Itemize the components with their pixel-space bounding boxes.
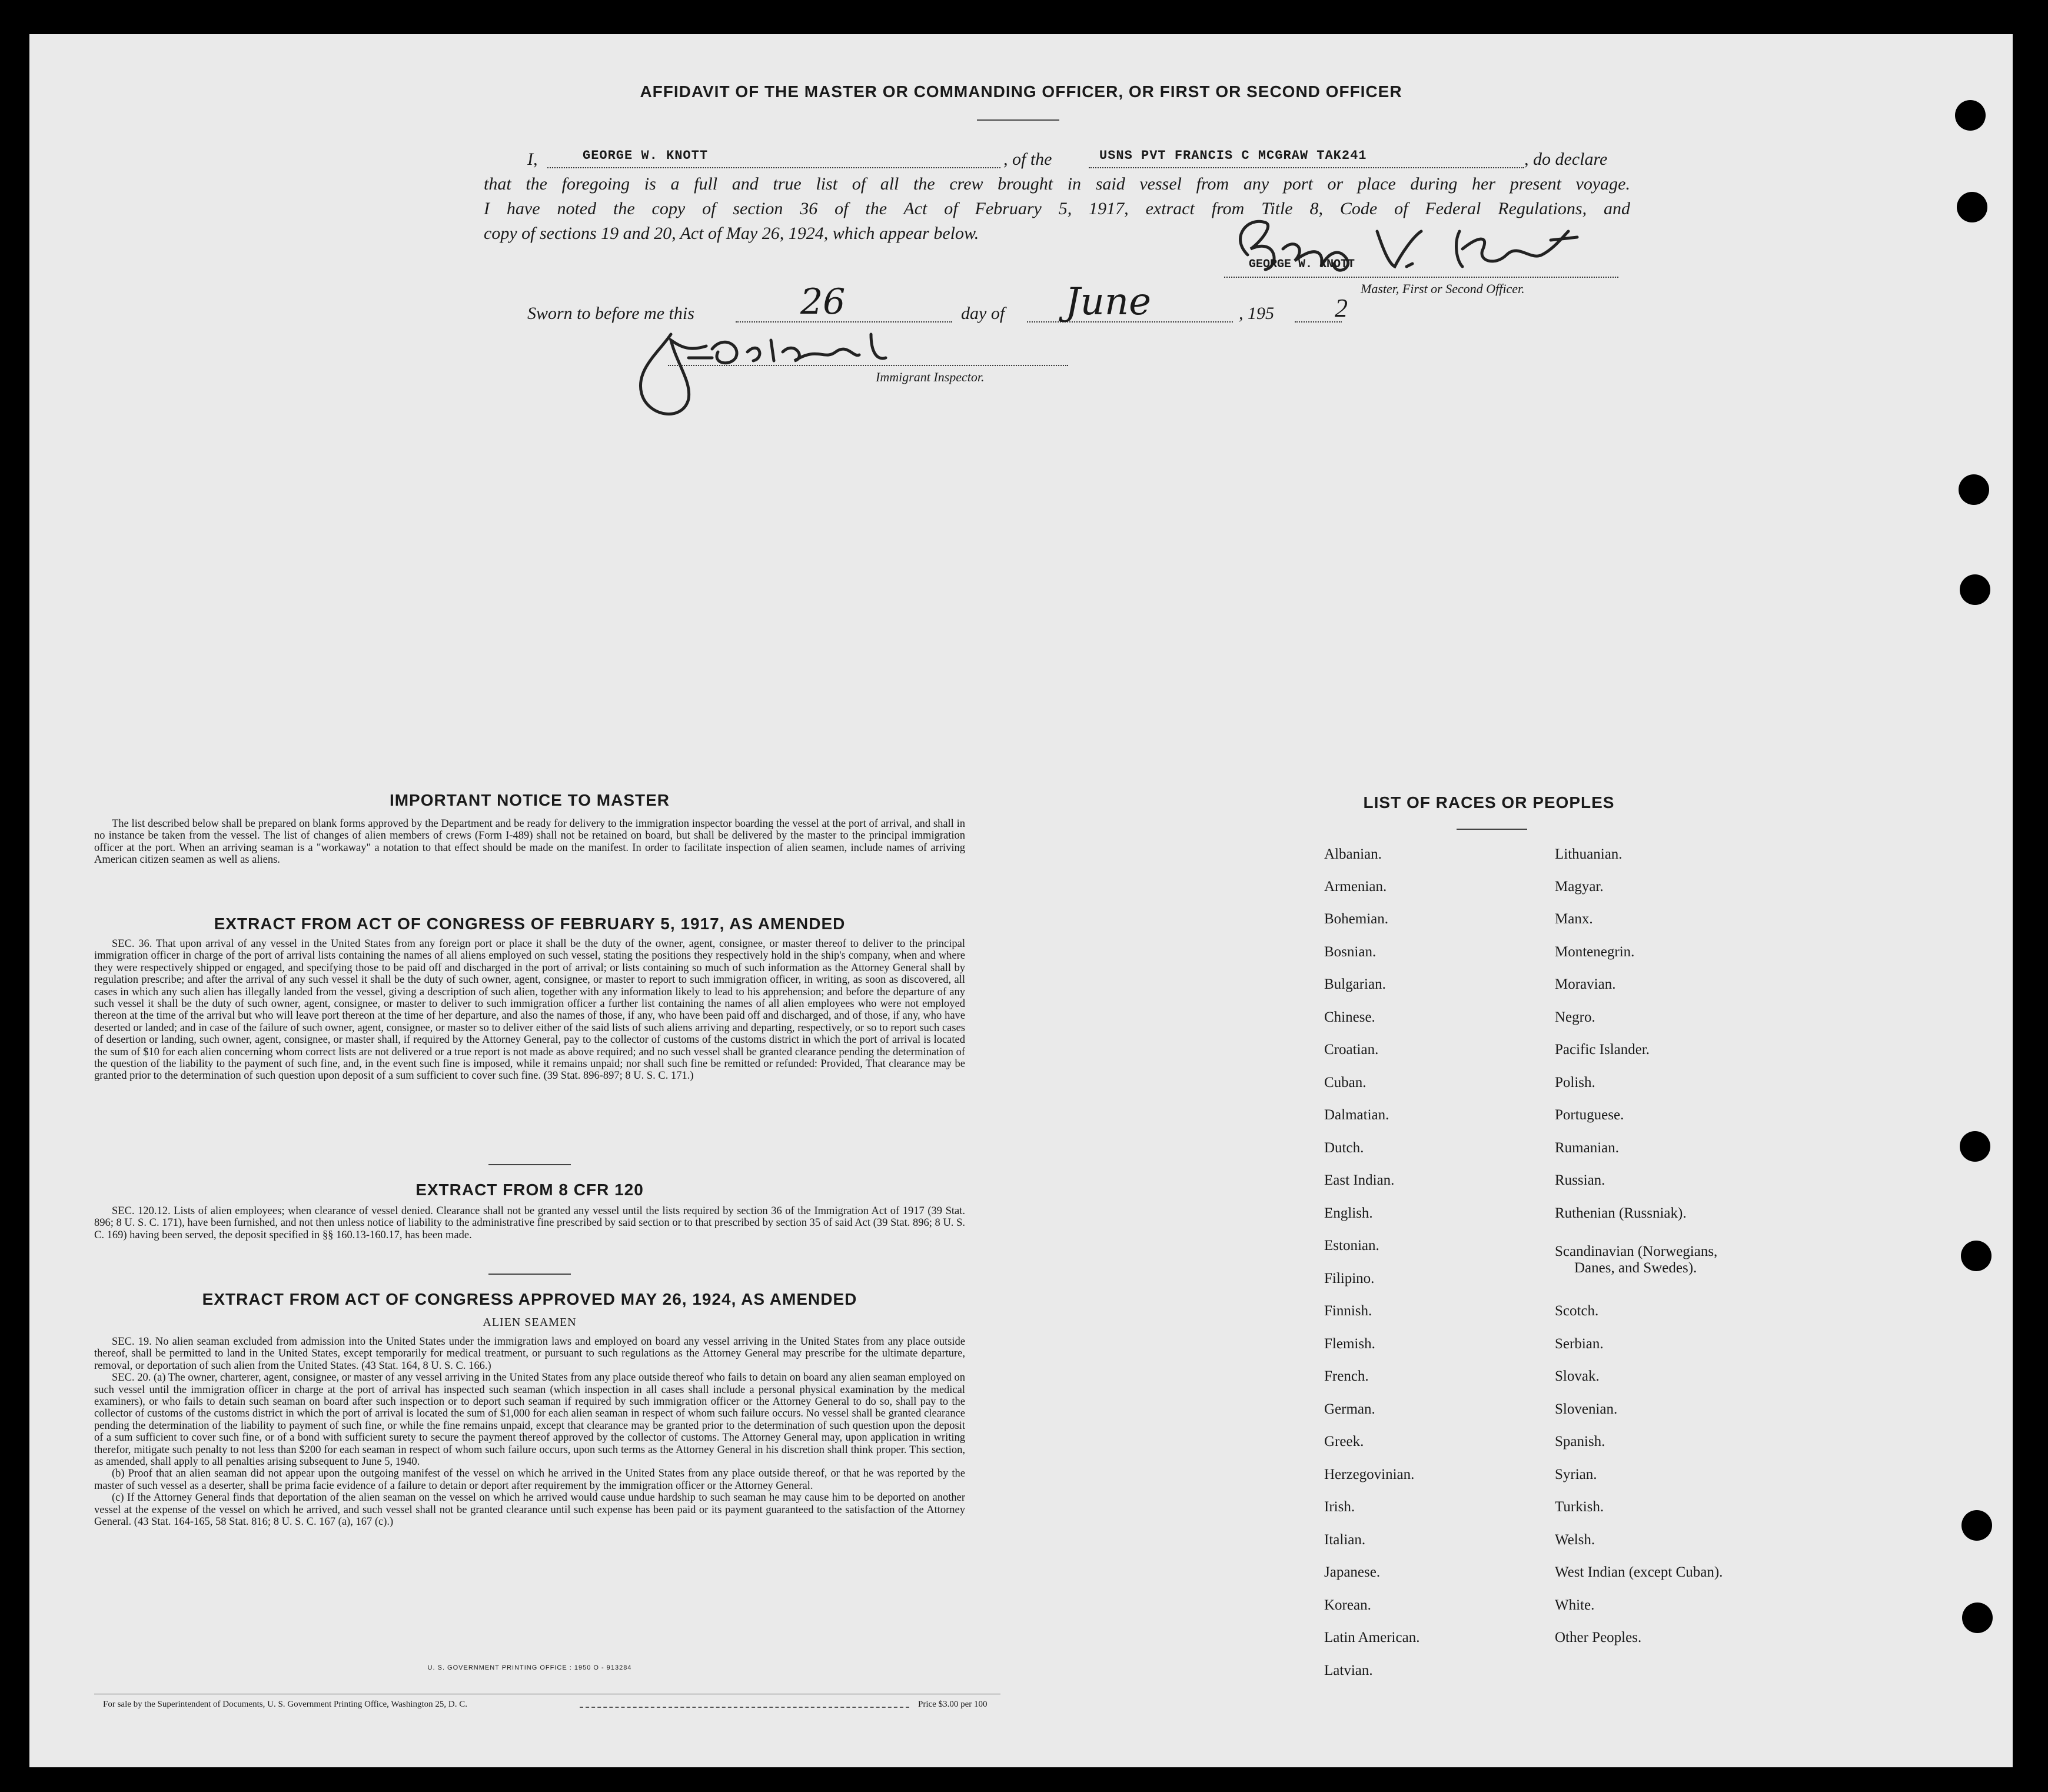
race-item: Herzegovinian. <box>1324 1467 1415 1482</box>
year-suffix: 2 <box>1335 294 1348 323</box>
master-label: Master, First or Second Officer. <box>1361 281 1525 296</box>
race-item: Spanish. <box>1555 1434 1605 1449</box>
master-typed-name: GEORGE W. KNOTT <box>1249 258 1355 271</box>
extract-1917-body: SEC. 36. That upon arrival of any vessel in the United States from any foreign port or place it shall be the duty of the owner, agent, consignee, or master thereof to deliver to the principal immigration officer in charge of the port of arrival lists containing the names of all aliens employed on such vessel, stating the positions they respectively hold in the ship's company, when and where they were respectively shipped or engaged, and specifying those to be paid off and discharged in the port of arrival; or lists containing so much of such information as the Attorney General shall by regulation prescribe; and after the arrival of any such vessel it shall be the duty of such owner, agent, consignee, or master to report to such immigration officer, in writing, as soon as discovered, all cases in which any such alien has illegally landed from the vessel, giving a description of such alien, together with any information likely to lead to his apprehension; and before the departure of any such vessel it shall be the duty of such owner, agent, consignee, or master to deliver to such immigration officer a further list containing the names of all alien employees who were not employed thereon at the time of the arrival but who will leave port thereon at the time of her departure, and also the names of those, if any, who have been paid off and discharged, and of those, if any, who have deserted or landed; and in case of the failure of such owner, agent, consignee, or master so to deliver either of the said lists of such aliens arriving and departing, respectively, or so to report such cases of desertion or landing, such owner, agent, consignee, or master shall, if required by the Attorney General, pay to the collector of customs of the customs district in which the port of arrival is located the sum of $10 for each alien concerning whom correct lists are not delivered or a true report is not made as above required; and no such vessel shall be granted clearance pending the determination of the question of the liability to the payment of such fine, and, in the event such fine is imposed, while it remains unpaid; nor shall such fine be remitted or refunded: Provided, That clearance may be granted prior to the determination of such question upon deposit of a sum sufficient to cover such fine. (39 Stat. 896-897; 8 U. S. C. 171.) <box>94 938 965 1082</box>
declaration-line: that the foregoing is a full and true list of all the crew brought in said vessel from any port or place during her present voyage. <box>484 174 1630 194</box>
punch-hole <box>1960 574 1990 605</box>
year-line <box>1295 321 1342 323</box>
race-item: Slovenian. <box>1555 1401 1618 1417</box>
section-divider <box>488 1274 571 1275</box>
inspector-signature-line <box>668 365 1068 366</box>
race-item: Syrian. <box>1555 1467 1597 1482</box>
race-item: Dalmatian. <box>1324 1107 1389 1123</box>
notice-title: IMPORTANT NOTICE TO MASTER <box>389 791 670 809</box>
race-item: White. <box>1555 1597 1595 1613</box>
race-item: French. <box>1324 1368 1369 1384</box>
race-item: Irish. <box>1324 1499 1355 1515</box>
punch-hole <box>1960 1131 1990 1162</box>
race-item: Armenian. <box>1324 879 1387 895</box>
race-item: Croatian. <box>1324 1042 1379 1058</box>
race-item: Latvian. <box>1324 1663 1373 1678</box>
declaration-line: copy of sections 19 and 20, Act of May 26, 1924, which appear below. <box>484 224 979 243</box>
do-declare-label: , do declare <box>1524 149 1608 169</box>
inspector-label: Immigrant Inspector. <box>876 370 985 384</box>
punch-hole <box>1961 1241 1992 1271</box>
race-item: West Indian (except Cuban). <box>1555 1564 1723 1580</box>
day-of-label: day of <box>961 304 1005 323</box>
race-item: Chinese. <box>1324 1009 1375 1025</box>
race-item: Finnish. <box>1324 1303 1372 1319</box>
printing-office-line: U. S. GOVERNMENT PRINTING OFFICE : 1950 O - 913284 <box>427 1664 632 1671</box>
name-line <box>547 167 1000 168</box>
declarant-name: GEORGE W. KNOTT <box>583 148 709 163</box>
race-item: Welsh. <box>1555 1532 1595 1548</box>
race-item: English. <box>1324 1205 1373 1221</box>
race-item: Japanese. <box>1324 1564 1381 1580</box>
sworn-label: Sworn to before me this <box>527 304 694 323</box>
master-signature-line <box>1224 277 1618 278</box>
race-item: Scotch. <box>1555 1303 1599 1319</box>
races-divider <box>1457 829 1527 830</box>
extract-1924-body <box>94 1336 965 1528</box>
extract-paragraph: SEC. 20. (a) The owner, charterer, agent, consignee, or master of any vessel arriving in the United States from any place outside thereof who fails to detain on board any alien seaman employed on such vessel until the immigration officer in charge at the port of arrival has inspected such seaman (which inspection in all cases shall include a personal physical examination by the medical examiners), or who fails to detain such seaman on board after such inspection or to deport such seaman if required by such immigration officer or the Attorney General to do so, shall pay to the collector of customs of the customs district in which the port of arrival is located the sum of $1,000 for each alien seaman in respect of whom such failure occurs. No vessel shall be granted clearance pending the determination of the liability to payment of such fine, or while the fine remains unpaid, except that clearance may be granted prior to the determination of such question upon the deposit of a sum sufficient to cover such fine, or of a bond with sufficient surety to secure the payment thereof approved by the collector of customs. The Attorney General may, upon application in writing therefor, mitigate such penalty to not less than $200 for each seaman in respect of whom such failure occurs, upon such terms as the Attorney General in his discretion shall think proper. This section, as amended, shall apply to all penalties arising subsequent to June 5, 1940. <box>94 1372 965 1468</box>
race-item: Danes, and Swedes). <box>1574 1260 1697 1276</box>
footer-left: For sale by the Superintendent of Documents, U. S. Government Printing Office, Washington 25, D. C. <box>103 1700 467 1709</box>
race-item: Manx. <box>1555 911 1593 927</box>
race-item: Serbian. <box>1555 1336 1604 1352</box>
race-item: Greek. <box>1324 1434 1364 1449</box>
race-item: Albanian. <box>1324 846 1382 862</box>
year-prefix: , 195 <box>1239 304 1274 323</box>
race-item: Scandinavian (Norwegians, <box>1555 1244 1718 1259</box>
sworn-day: 26 <box>800 281 846 323</box>
affidavit-title: AFFIDAVIT OF THE MASTER OR COMMANDING OFFICER, OR FIRST OR SECOND OFFICER <box>640 82 1402 101</box>
extract-1924-title: EXTRACT FROM ACT OF CONGRESS APPROVED MAY 26, 1924, AS AMENDED <box>202 1290 857 1308</box>
title-divider <box>977 119 1059 121</box>
punch-hole <box>1955 100 1986 131</box>
race-item: Portuguese. <box>1555 1107 1624 1123</box>
race-item: Pacific Islander. <box>1555 1042 1650 1058</box>
race-item: Polish. <box>1555 1075 1595 1091</box>
race-item: Estonian. <box>1324 1238 1379 1254</box>
race-item: Latin American. <box>1324 1630 1420 1645</box>
race-item: Bosnian. <box>1324 944 1377 960</box>
extract-cfr-body: SEC. 120.12. Lists of alien employees; when clearance of vessel denied. Clearance shall not be granted any vessel until the lists required by section 36 of the Immigration Act of 1917 (39 Stat. 896; 8 U. S. C. 171), have been furnished, and not then unless notice of liability to the administrative fine prescribed by said section or to that prescribed by section 35 of said Act (39 Stat. 896; 8 U. S. C. 169) having been served, the deposit specified in §§ 160.13-160.17, has been made. <box>94 1205 965 1241</box>
vessel-name: USNS PVT FRANCIS C MCGRAW TAK241 <box>1099 148 1367 163</box>
race-item: Moravian. <box>1555 976 1616 992</box>
race-item: Negro. <box>1555 1009 1595 1025</box>
of-the-label: , of the <box>1003 149 1052 169</box>
race-item: Cuban. <box>1324 1075 1367 1091</box>
race-item: Bulgarian. <box>1324 976 1386 992</box>
declaration-line: I have noted the copy of section 36 of the Act of February 5, 1917, extract from Title 8, Code of Federal Regulations, and <box>484 199 1630 218</box>
race-item: Flemish. <box>1324 1336 1375 1352</box>
race-item: Korean. <box>1324 1597 1371 1613</box>
section-divider <box>488 1164 571 1165</box>
extract-paragraph: SEC. 19. No alien seaman excluded from admission into the United States under the immigration laws and employed on board any vessel arriving in the United States from any place outside thereof, shall be permitted to land in the United States, except temporarily for medical treatment, or pursuant to such regulations as the Attorney General may prescribe for the ultimate departure, removal, or deportation of such alien from the United States. (43 Stat. 164, 8 U. S. C. 166.) <box>94 1336 965 1372</box>
punch-hole <box>1962 1603 1993 1633</box>
affidavit-form-page <box>29 34 2013 1767</box>
race-item: German. <box>1324 1401 1375 1417</box>
extract-paragraph: (c) If the Attorney General finds that deportation of the alien seaman on the vessel on which he arrived would cause undue hardship to such seaman he may cause him to be deported on another vessel at the expense of the vessel on which he arrived, and such vessel shall not be granted clearance until such expense has been paid or its payment guaranteed to the satisfaction of the Attorney General. (43 Stat. 164-165, 58 Stat. 816; 8 U. S. C. 167 (a), 167 (c).) <box>94 1492 965 1528</box>
race-item: Bohemian. <box>1324 911 1389 927</box>
race-item: Other Peoples. <box>1555 1630 1642 1645</box>
races-title: LIST OF RACES OR PEOPLES <box>1363 793 1615 812</box>
extract-1917-title: EXTRACT FROM ACT OF CONGRESS OF FEBRUARY 5, 1917, AS AMENDED <box>214 915 846 933</box>
race-item: Magyar. <box>1555 879 1604 895</box>
punch-hole <box>1959 474 1989 505</box>
race-item: Slovak. <box>1555 1368 1600 1384</box>
race-item: Montenegrin. <box>1555 944 1635 960</box>
extract-cfr-title: EXTRACT FROM 8 CFR 120 <box>415 1181 644 1199</box>
race-item: Lithuanian. <box>1555 846 1623 862</box>
race-item: Dutch. <box>1324 1140 1364 1156</box>
race-item: Filipino. <box>1324 1271 1375 1286</box>
race-item: Russian. <box>1555 1172 1605 1188</box>
alien-seamen-subtitle: ALIEN SEAMEN <box>483 1316 577 1329</box>
sworn-month: June <box>1065 280 1151 324</box>
race-item: Italian. <box>1324 1532 1366 1548</box>
notice-body: The list described below shall be prepared on blank forms approved by the Department and be ready for delivery to the immigration inspector boarding the vessel at the port of arrival, and shall in no instance be taken from the vessel. The list of changes of alien members of crews (Form I-489) shall not be retained on board, but shall be delivered by the master to the principal immigration officer at the port. When an arriving seaman is a "workaway" a notation to that effect should be made on the manifest. In order to facilitate inspection of alien seamen, include names of arriving American citizen seamen as well as aliens. <box>94 818 965 866</box>
race-item: Ruthenian (Russniak). <box>1555 1205 1687 1221</box>
punch-hole <box>1957 192 1987 222</box>
footer-dashes <box>580 1700 909 1708</box>
extract-paragraph: (b) Proof that an alien seaman did not appear upon the outgoing manifest of the vessel on which he arrived in the United States from any place outside thereof, or that he was reported by the master of such vessel as a deserter, shall be prima facie evidence of a failure to detain or deport after requirement by the immigration officer or the Attorney General. <box>94 1468 965 1492</box>
footer-right: Price $3.00 per 100 <box>918 1700 988 1709</box>
i-label: I, <box>527 149 538 169</box>
punch-hole <box>1961 1510 1992 1541</box>
race-item: Rumanian. <box>1555 1140 1620 1156</box>
race-item: East Indian. <box>1324 1172 1395 1188</box>
vessel-line <box>1089 167 1524 168</box>
race-item: Turkish. <box>1555 1499 1604 1515</box>
